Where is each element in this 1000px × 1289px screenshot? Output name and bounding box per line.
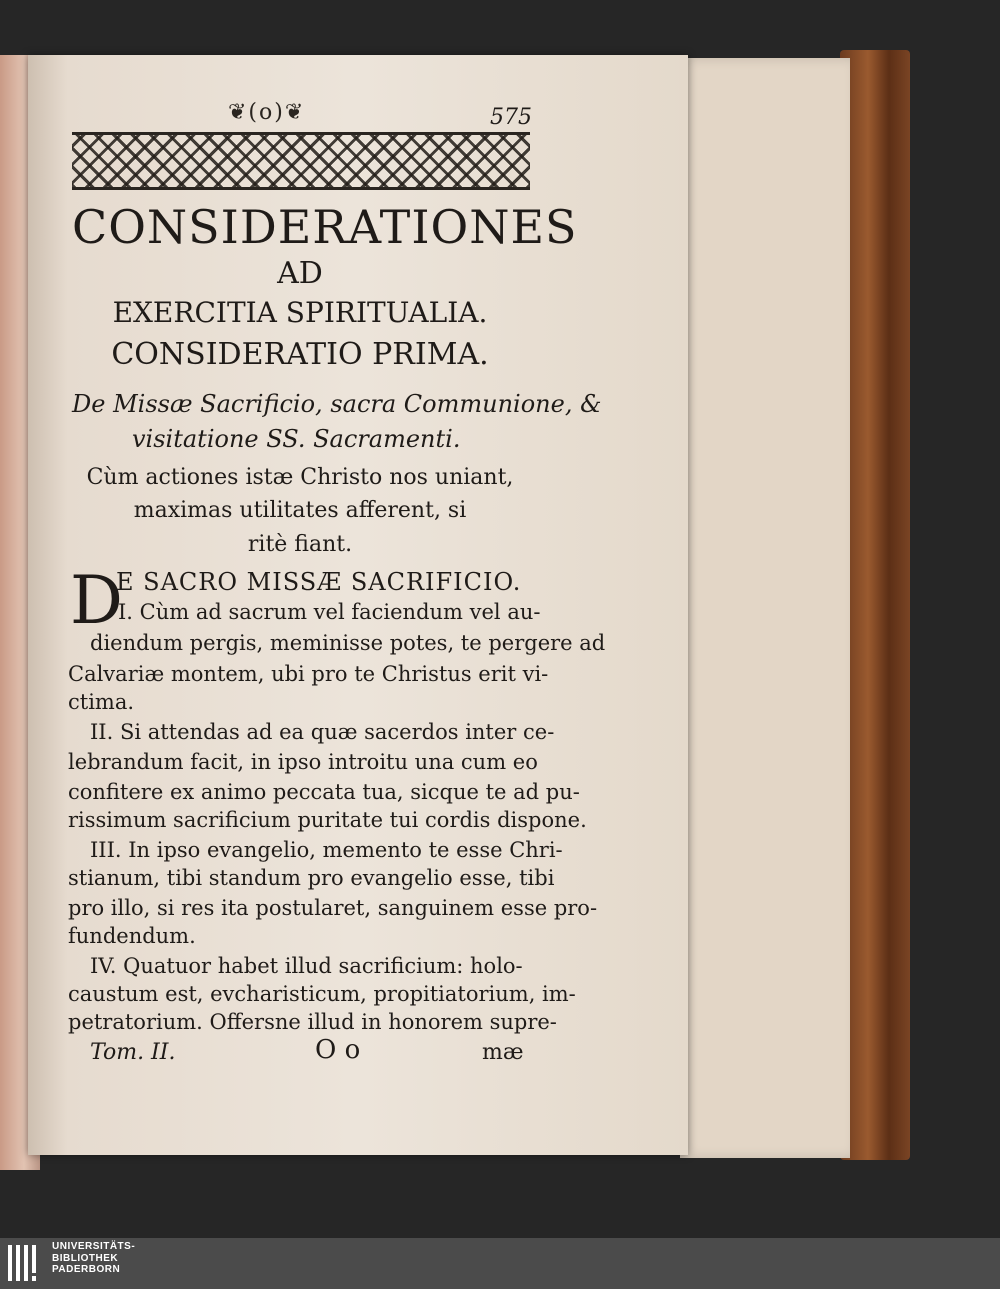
title-line-2: AD — [277, 256, 323, 291]
body-line: ctima. — [68, 690, 135, 714]
ornament-band — [72, 132, 530, 190]
section-heading: E SACRO MISSÆ SACRIFICIO. — [116, 568, 522, 596]
footer-volume: Tom. II. — [90, 1040, 176, 1065]
body-line: caustum est, evcharisticum, propitiatorium, im- — [68, 982, 576, 1006]
body-line: lebrandum facit, in ipso introitu una cum eo — [68, 750, 538, 774]
italic-line-2: visitatione SS. Sacramenti. — [132, 425, 461, 453]
body-line: confitere ex animo peccata tua, sicque te ad pu- — [68, 780, 580, 804]
body-line: Calvariæ montem, ubi pro te Christus erit vi- — [68, 662, 549, 686]
book-cover — [840, 50, 910, 1160]
centered-line-3: ritè fiant. — [247, 532, 353, 557]
drop-cap: D — [70, 562, 123, 639]
body-line: rissimum sacrificium puritate tui cordis dispone. — [68, 808, 587, 832]
body-line: I. Cùm ad sacrum vel faciendum vel au- — [118, 600, 541, 624]
page-number: 575 — [490, 105, 532, 130]
back-page — [680, 58, 850, 1158]
body-line: petratorium. Offersne illud in honorem supre- — [68, 1010, 557, 1034]
centered-line-1: Cùm actiones istæ Christo nos uniant, — [86, 465, 514, 490]
footer-signature: O o — [315, 1035, 361, 1065]
page-title: CONSIDERATIONES — [72, 200, 578, 254]
library-footer — [0, 1238, 1000, 1289]
title-line-3: EXERCITIA SPIRITUALIA. — [112, 296, 488, 329]
library-line-1: UNIVERSITÄTS- — [52, 1241, 136, 1252]
body-line: pro illo, si res ita postularet, sanguinem esse pro- — [68, 896, 598, 920]
body-line: fundendum. — [68, 924, 196, 948]
footer-catchword: mæ — [482, 1040, 524, 1065]
body-line: II. Si attendas ad ea quæ sacerdos inter ce- — [90, 720, 555, 744]
library-logo-icon — [8, 1245, 44, 1281]
subtitle: CONSIDERATIO PRIMA. — [111, 337, 489, 372]
body-line: III. In ipso evangelio, memento te esse Chri- — [90, 838, 563, 862]
body-line: IV. Quatuor habet illud sacrificium: holo- — [90, 954, 523, 978]
library-line-2: BIBLIOTHEK — [52, 1252, 119, 1264]
ornament-top: ❦(o)❦ — [228, 100, 306, 125]
body-line: stianum, tibi standum pro evangelio esse, tibi — [68, 866, 555, 890]
library-name — [52, 1241, 135, 1276]
italic-line-1: De Missæ Sacrificio, sacra Communione, & — [72, 390, 602, 418]
centered-line-2: maximas utilitates afferent, si — [133, 498, 467, 523]
library-line-3: PADERBORN — [52, 1264, 121, 1275]
body-line: diendum pergis, meminisse potes, te pergere ad — [90, 631, 606, 655]
